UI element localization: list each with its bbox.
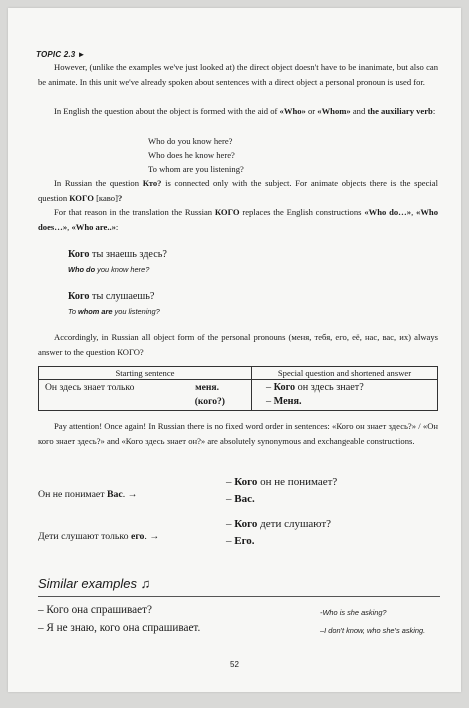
pronoun-table	[38, 366, 438, 411]
title-underline	[38, 596, 440, 597]
english-example-1: Who do you know here?	[148, 136, 233, 146]
text: он не понимает?	[257, 476, 338, 488]
title-text: Similar examples	[38, 576, 137, 591]
kogo-word: Кого	[234, 518, 258, 530]
answer-word: Меня.	[273, 396, 302, 407]
paragraph-4	[38, 205, 438, 234]
kogo-term: КОГО	[214, 207, 240, 217]
sentence-text: Он здесь знает только	[45, 382, 135, 393]
pronunciation: [каво]	[93, 192, 118, 203]
similar-example-en-2: –I don't know, who she's asking.	[320, 626, 426, 635]
kogo-word: Кого	[68, 291, 90, 302]
text: In Russian the question	[54, 178, 143, 188]
dash: –	[226, 476, 232, 488]
table-header-starting: Starting sentence	[39, 367, 252, 380]
paragraph-1: However, (unlike the examples we've just looked at) the direct object doesn't have to be inanimate, but also can be animate. In this unit we've already spoken about sentences with a direct object a personal pronoun is used for.	[38, 62, 438, 87]
table-cell-answer	[252, 380, 438, 411]
text: ты знаешь здесь?	[89, 249, 167, 260]
text: ты слушаешь?	[89, 291, 155, 302]
example-2-left-1	[38, 489, 137, 500]
table-cell-sentence	[39, 380, 252, 411]
dash: –	[266, 396, 272, 407]
text: :	[432, 106, 436, 116]
who-term: «Who»	[279, 106, 306, 116]
text: To	[68, 307, 78, 316]
text: you listening?	[112, 307, 160, 316]
dash: –	[266, 382, 272, 393]
russian-example-1	[68, 249, 167, 260]
kto-term: Кто?	[142, 178, 162, 188]
english-example-2: Who does he know here?	[148, 150, 235, 160]
topic-header	[36, 50, 86, 59]
example-2-question-1	[226, 476, 337, 488]
topic-label: TOPIC 2.3	[36, 50, 76, 59]
construction-2: «Who does…»	[38, 207, 438, 232]
music-note-icon[interactable]: ♫	[140, 576, 151, 591]
text: replaces the English constructions	[239, 207, 365, 217]
text: Он не понимает	[38, 489, 107, 500]
text: он здесь знает?	[295, 382, 364, 393]
question-word: (кого?)	[194, 396, 225, 407]
paragraph-6: Pay attention! Once again! In Russian there is no fixed word order in sentences: «Кого он знает здесь?» / «Он кого знает здесь?» and «Кого здесь знает он?» are absolutely synonymous and exchangeable constructions.	[38, 421, 438, 446]
text: ?	[117, 192, 123, 203]
example-2-answer-2	[226, 535, 255, 547]
dash: –	[226, 493, 232, 505]
text: ,	[67, 221, 72, 232]
pronoun-word: Вас	[107, 489, 123, 500]
text: . →	[122, 489, 138, 500]
whom-term: «Whom»	[317, 106, 351, 116]
text: Дети слушают только	[38, 531, 131, 542]
dash: –	[226, 535, 232, 547]
english-translation-2	[68, 307, 160, 316]
table-header-row	[39, 367, 438, 380]
paragraph-5: Accordingly, in Russian all object form of the personal pronouns (меня, тебя, его, её, нас, вас, их) always answer to the question КОГО?	[38, 332, 438, 357]
paragraph-2	[38, 104, 438, 119]
text: and	[350, 106, 368, 116]
kogo-word: Кого	[68, 249, 90, 260]
table-header-question: Special question and shortened answer	[252, 367, 438, 380]
kogo-word: Кого	[273, 382, 296, 393]
text: whom are	[78, 307, 113, 316]
construction-3: «Who are..»	[71, 221, 116, 232]
similar-example-en-1: -Who is she asking?	[320, 608, 387, 617]
text: . →	[144, 531, 160, 542]
text: ,	[411, 207, 417, 217]
aux-verb-term: the auxiliary verb	[367, 106, 433, 116]
paragraph-3	[38, 176, 438, 205]
text: or	[305, 106, 318, 116]
pronoun-word: меня.	[195, 382, 219, 393]
pronoun-word: его	[130, 531, 145, 542]
triangle-icon: ►	[77, 50, 86, 59]
dash: –	[226, 518, 232, 530]
page-number: 52	[230, 660, 239, 669]
similar-example-ru-1: – Кого она спрашивает?	[38, 604, 152, 616]
text: дети слушают?	[257, 518, 332, 530]
text: For that reason in the translation the Russian	[54, 207, 215, 217]
similar-example-ru-2: – Я не знаю, кого она спрашивает.	[38, 622, 201, 634]
russian-example-2	[68, 291, 154, 302]
text: In English the question about the object is formed with the aid of	[54, 106, 280, 116]
example-2-answer-1	[226, 493, 255, 505]
construction-1: «Who do…»	[364, 207, 412, 217]
text: is connected only with the subject. For animate objects there is the special question	[38, 178, 438, 203]
text: you know here?	[95, 265, 150, 274]
kogo-term: КОГО	[69, 192, 94, 203]
english-example-3: To whom are you listening?	[148, 164, 244, 174]
english-translation-1	[68, 265, 149, 274]
book-page	[8, 8, 461, 692]
answer-word: Его.	[234, 535, 255, 547]
example-2-left-2	[38, 531, 159, 542]
table-row	[39, 380, 438, 411]
answer-word: Вас.	[234, 493, 255, 505]
text: Who do	[68, 265, 96, 274]
example-2-question-2	[226, 518, 331, 530]
similar-examples-title	[38, 576, 150, 591]
text: :	[115, 221, 119, 232]
kogo-word: Кого	[234, 476, 258, 488]
